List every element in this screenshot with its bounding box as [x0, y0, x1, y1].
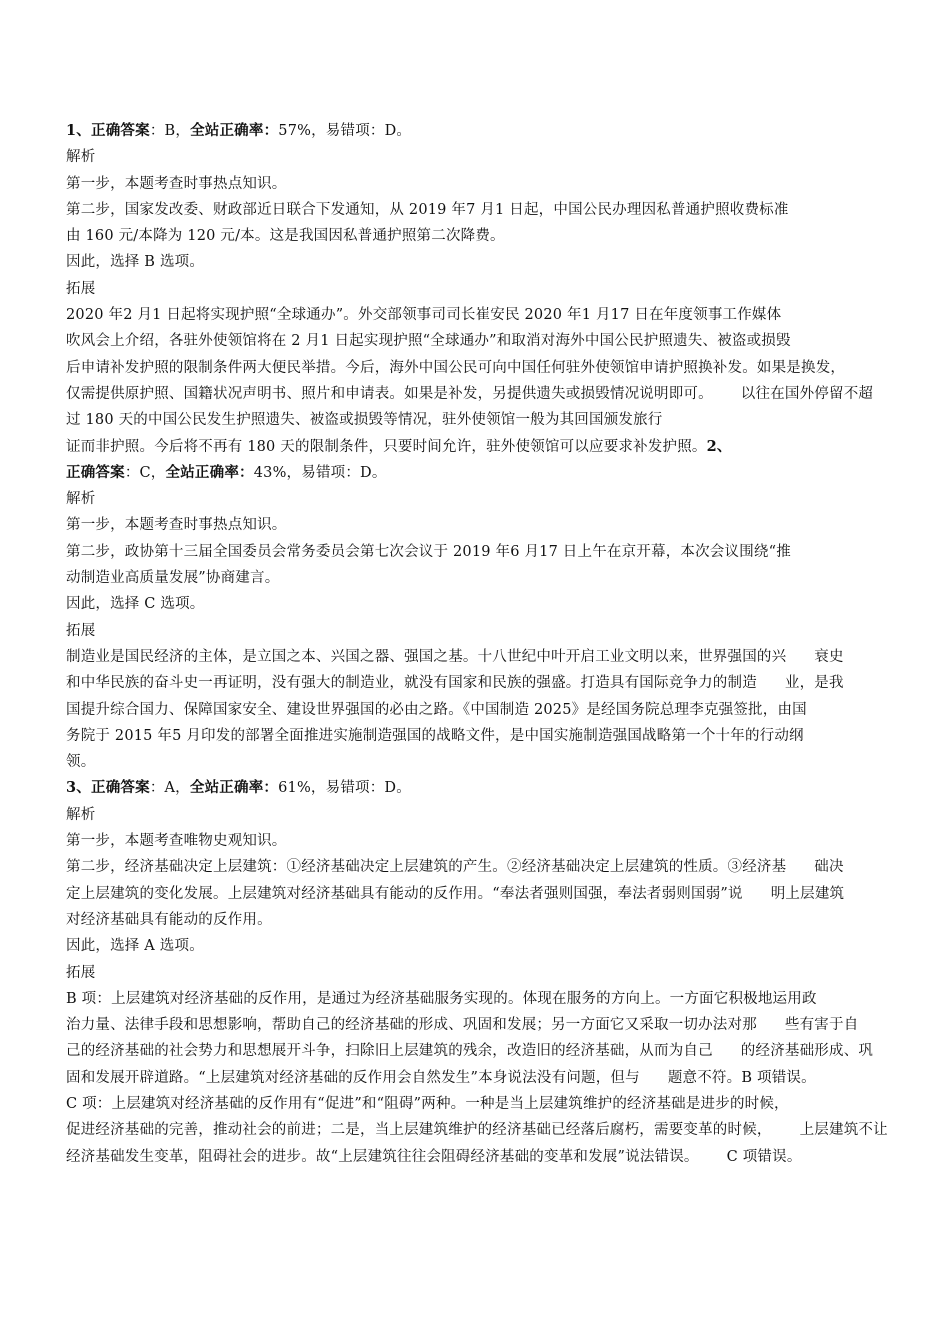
q3-b-line2a: 治力量、法律手段和思想影响，帮助自己的经济基础的形成、巩固和发展；另一方面它又采取一切办法对那: [66, 1017, 757, 1034]
q2-answer-label: 正确答案: [66, 463, 125, 481]
q2-ext-line5: 领。: [66, 754, 96, 771]
q3-b-line3a: 己的经济基础的社会势力和思想展开斗争，扫除旧上层建筑的残余，改造旧的经济基础，从而为自己: [66, 1043, 713, 1060]
q1-rate-value: 57%，易错项：D。: [278, 123, 412, 139]
q1-extension-label: 拓展: [66, 280, 96, 297]
q1-ext-line6: [66, 434, 892, 460]
q1-rate-label: 全站正确率：: [190, 122, 279, 139]
q1-answer-value: ：B，: [149, 123, 191, 139]
q3-step2-line2b: 明上层建筑: [770, 885, 845, 902]
q2-conclusion: 因此，选择 C 选项。: [66, 596, 205, 613]
q2-analysis-label: 解析: [66, 491, 96, 508]
q1-answer-label: 正确答案: [91, 122, 150, 139]
q3-answer-label: 正确答案: [91, 779, 150, 797]
q1-step2-line1: 第二步，国家发改委、财政部近日联合下发通知，从 2019 年7 月1 日起，中国公民办理因私普通护照收费标准: [66, 201, 789, 218]
q3-analysis-label: 解析: [66, 806, 96, 823]
q1-analysis-label: 解析: [66, 149, 96, 166]
q3-step2-line2: [66, 881, 892, 907]
q1-ext-line4: [66, 381, 892, 407]
q3-extension-label: 拓展: [66, 964, 96, 981]
q3-b-line2b: 些有害于自: [784, 1017, 859, 1034]
q3-rate-label: 全站正确率：: [189, 779, 279, 797]
q1-ext-line4b: 以往在国外停留不超: [740, 385, 874, 402]
q2-answer-value: ：C，: [124, 464, 166, 481]
q1-ext-line5: 过 180 天的中国公民发生护照遗失、被盗或损毁等情况，驻外使领馆一般为其回国颁发旅行: [66, 412, 663, 429]
q3-b-line1: B 项：上层建筑对经济基础的反作用，是通过为经济基础服务实现的。体现在服务的方向上。一方面它积极地运用政: [66, 990, 817, 1007]
q2-ext-line2a: 和中华民族的奋斗史一再证明，没有强大的制造业，就没有国家和民族的强盛。打造具有国际竞争力的制造: [66, 675, 757, 692]
q3-answer-value: ：A，: [149, 780, 190, 797]
q2-ext-line2: [66, 670, 892, 696]
q1-step2-line2: 由 160 元/本降为 120 元/本。这是我国因私普通护照第二次降费。: [66, 228, 505, 245]
q3-step2-line1b: 础决: [814, 859, 844, 876]
q2-ext-line1: [66, 644, 892, 670]
q1-conclusion: 因此，选择 B 选项。: [66, 254, 205, 271]
q3-c-line2a: 促进经济基础的完善，推动社会的前进；二是，当上层建筑维护的经济基础已经落后腐朽，需要变革的时候，: [66, 1122, 772, 1139]
q2-ext-line4: 务院于 2015 年5 月印发的部署全面推进实施制造强国的战略文件，是中国实施制造强国战略第一个十年的行动纲: [66, 727, 804, 744]
q3-c-line2: [66, 1117, 892, 1143]
q3-c-line3b: C 项错误。: [726, 1148, 802, 1165]
q3-b-line3: [66, 1038, 892, 1064]
q2-answer-header: [66, 460, 892, 486]
q3-step2-line1: [66, 854, 892, 880]
q1-ext-line2: 吹风会上介绍，各驻外使领馆将在 2 月1 日起实现护照“全球通办”和取消对海外中国公民护照遗失、被盗或损毁: [66, 333, 791, 350]
q3-c-line2b: 上层建筑不让: [799, 1122, 888, 1139]
q2-number: 2、: [706, 437, 732, 455]
q2-rate-label: 全站正确率：: [165, 463, 254, 481]
q3-b-line3b: 的经济基础形成、巩: [740, 1043, 874, 1060]
q2-extension-label: 拓展: [66, 622, 96, 639]
q2-ext-line1a: 制造业是国民经济的主体，是立国之本、兴国之器、强国之基。十八世纪中叶开启工业文明以来，世界强国的兴: [66, 648, 787, 665]
q3-rate-value: 61%，易错项：D。: [278, 780, 411, 797]
q2-ext-line1b: 衰史: [814, 648, 844, 665]
q2-step1: 第一步，本题考查时事热点知识。: [66, 517, 287, 534]
document-page: [66, 118, 892, 1170]
q3-number: 3、: [66, 779, 91, 797]
q3-answer-header: [66, 775, 892, 801]
q3-b-line4b: 题意不符。B 项错误。: [667, 1069, 816, 1086]
q2-step2-line1: 第二步，政协第十三届全国委员会常务委员会第七次会议于 2019 年6 月17 日上午在京开幕，本次会议围绕“推: [66, 543, 791, 560]
q1-number: 1、: [66, 122, 91, 139]
q1-ext-line4a: 仅需提供原护照、国籍状况声明书、照片和申请表。如果是补发，另提供遗失或损毁情况说明即可。: [66, 385, 713, 402]
q1-ext-line6-text: 证而非护照。今后将不再有 180 天的限制条件，只要时间允许，驻外使领馆可以应要求补发护照。: [66, 438, 707, 455]
q3-c-line3a: 经济基础发生变革，阻碍社会的进步。故“上层建筑往往会阻碍经济基础的变革和发展”说法错误。: [66, 1148, 699, 1165]
q3-step2-line3: 对经济基础具有能动的反作用。: [66, 911, 272, 928]
q3-b-line4: [66, 1065, 892, 1091]
q2-step2-line2: 动制造业高质量发展”协商建言。: [66, 570, 280, 587]
q3-b-line4a: 固和发展开辟道路。“上层建筑对经济基础的反作用会自然发生”本身说法没有问题，但与: [66, 1069, 640, 1086]
q1-ext-line3: 后申请补发护照的限制条件两大便民举措。今后，海外中国公民可向中国任何驻外使领馆申请护照换补发。如果是换发，: [66, 359, 846, 376]
q3-step1: 第一步，本题考查唯物史观知识。: [66, 833, 287, 850]
q1-answer-header: [66, 118, 892, 144]
q2-ext-line2b: 业，是我: [784, 675, 844, 692]
q3-c-line1: C 项：上层建筑对经济基础的反作用有“促进”和“阻碍”两种。一种是当上层建筑维护的经济基础是进步的时候，: [66, 1095, 789, 1112]
q3-b-line2: [66, 1012, 892, 1038]
q3-step2-line1a: 第二步，经济基础决定上层建筑：①经济基础决定上层建筑的产生。②经济基础决定上层建筑的性质。③经济基: [66, 859, 787, 876]
q3-conclusion: 因此，选择 A 选项。: [66, 938, 204, 955]
q3-c-line3: [66, 1144, 892, 1170]
q2-ext-line3: 国提升综合国力、保障国家安全、建设世界强国的必由之路。《中国制造 2025》是经国务院总理李克强签批，由国: [66, 701, 807, 718]
q3-step2-line2a: 定上层建筑的变化发展。上层建筑对经济基础具有能动的反作用。“奉法者强则国强，奉法者弱则国弱”说: [66, 885, 743, 902]
q1-ext-line1: 2020 年2 月1 日起将实现护照“全球通办”。外交部领事司司长崔安民 2020 年1 月17 日在年度领事工作媒体: [66, 307, 782, 324]
q1-step1: 第一步，本题考查时事热点知识。: [66, 175, 287, 192]
q2-rate-value: 43%，易错项：D。: [253, 464, 387, 481]
